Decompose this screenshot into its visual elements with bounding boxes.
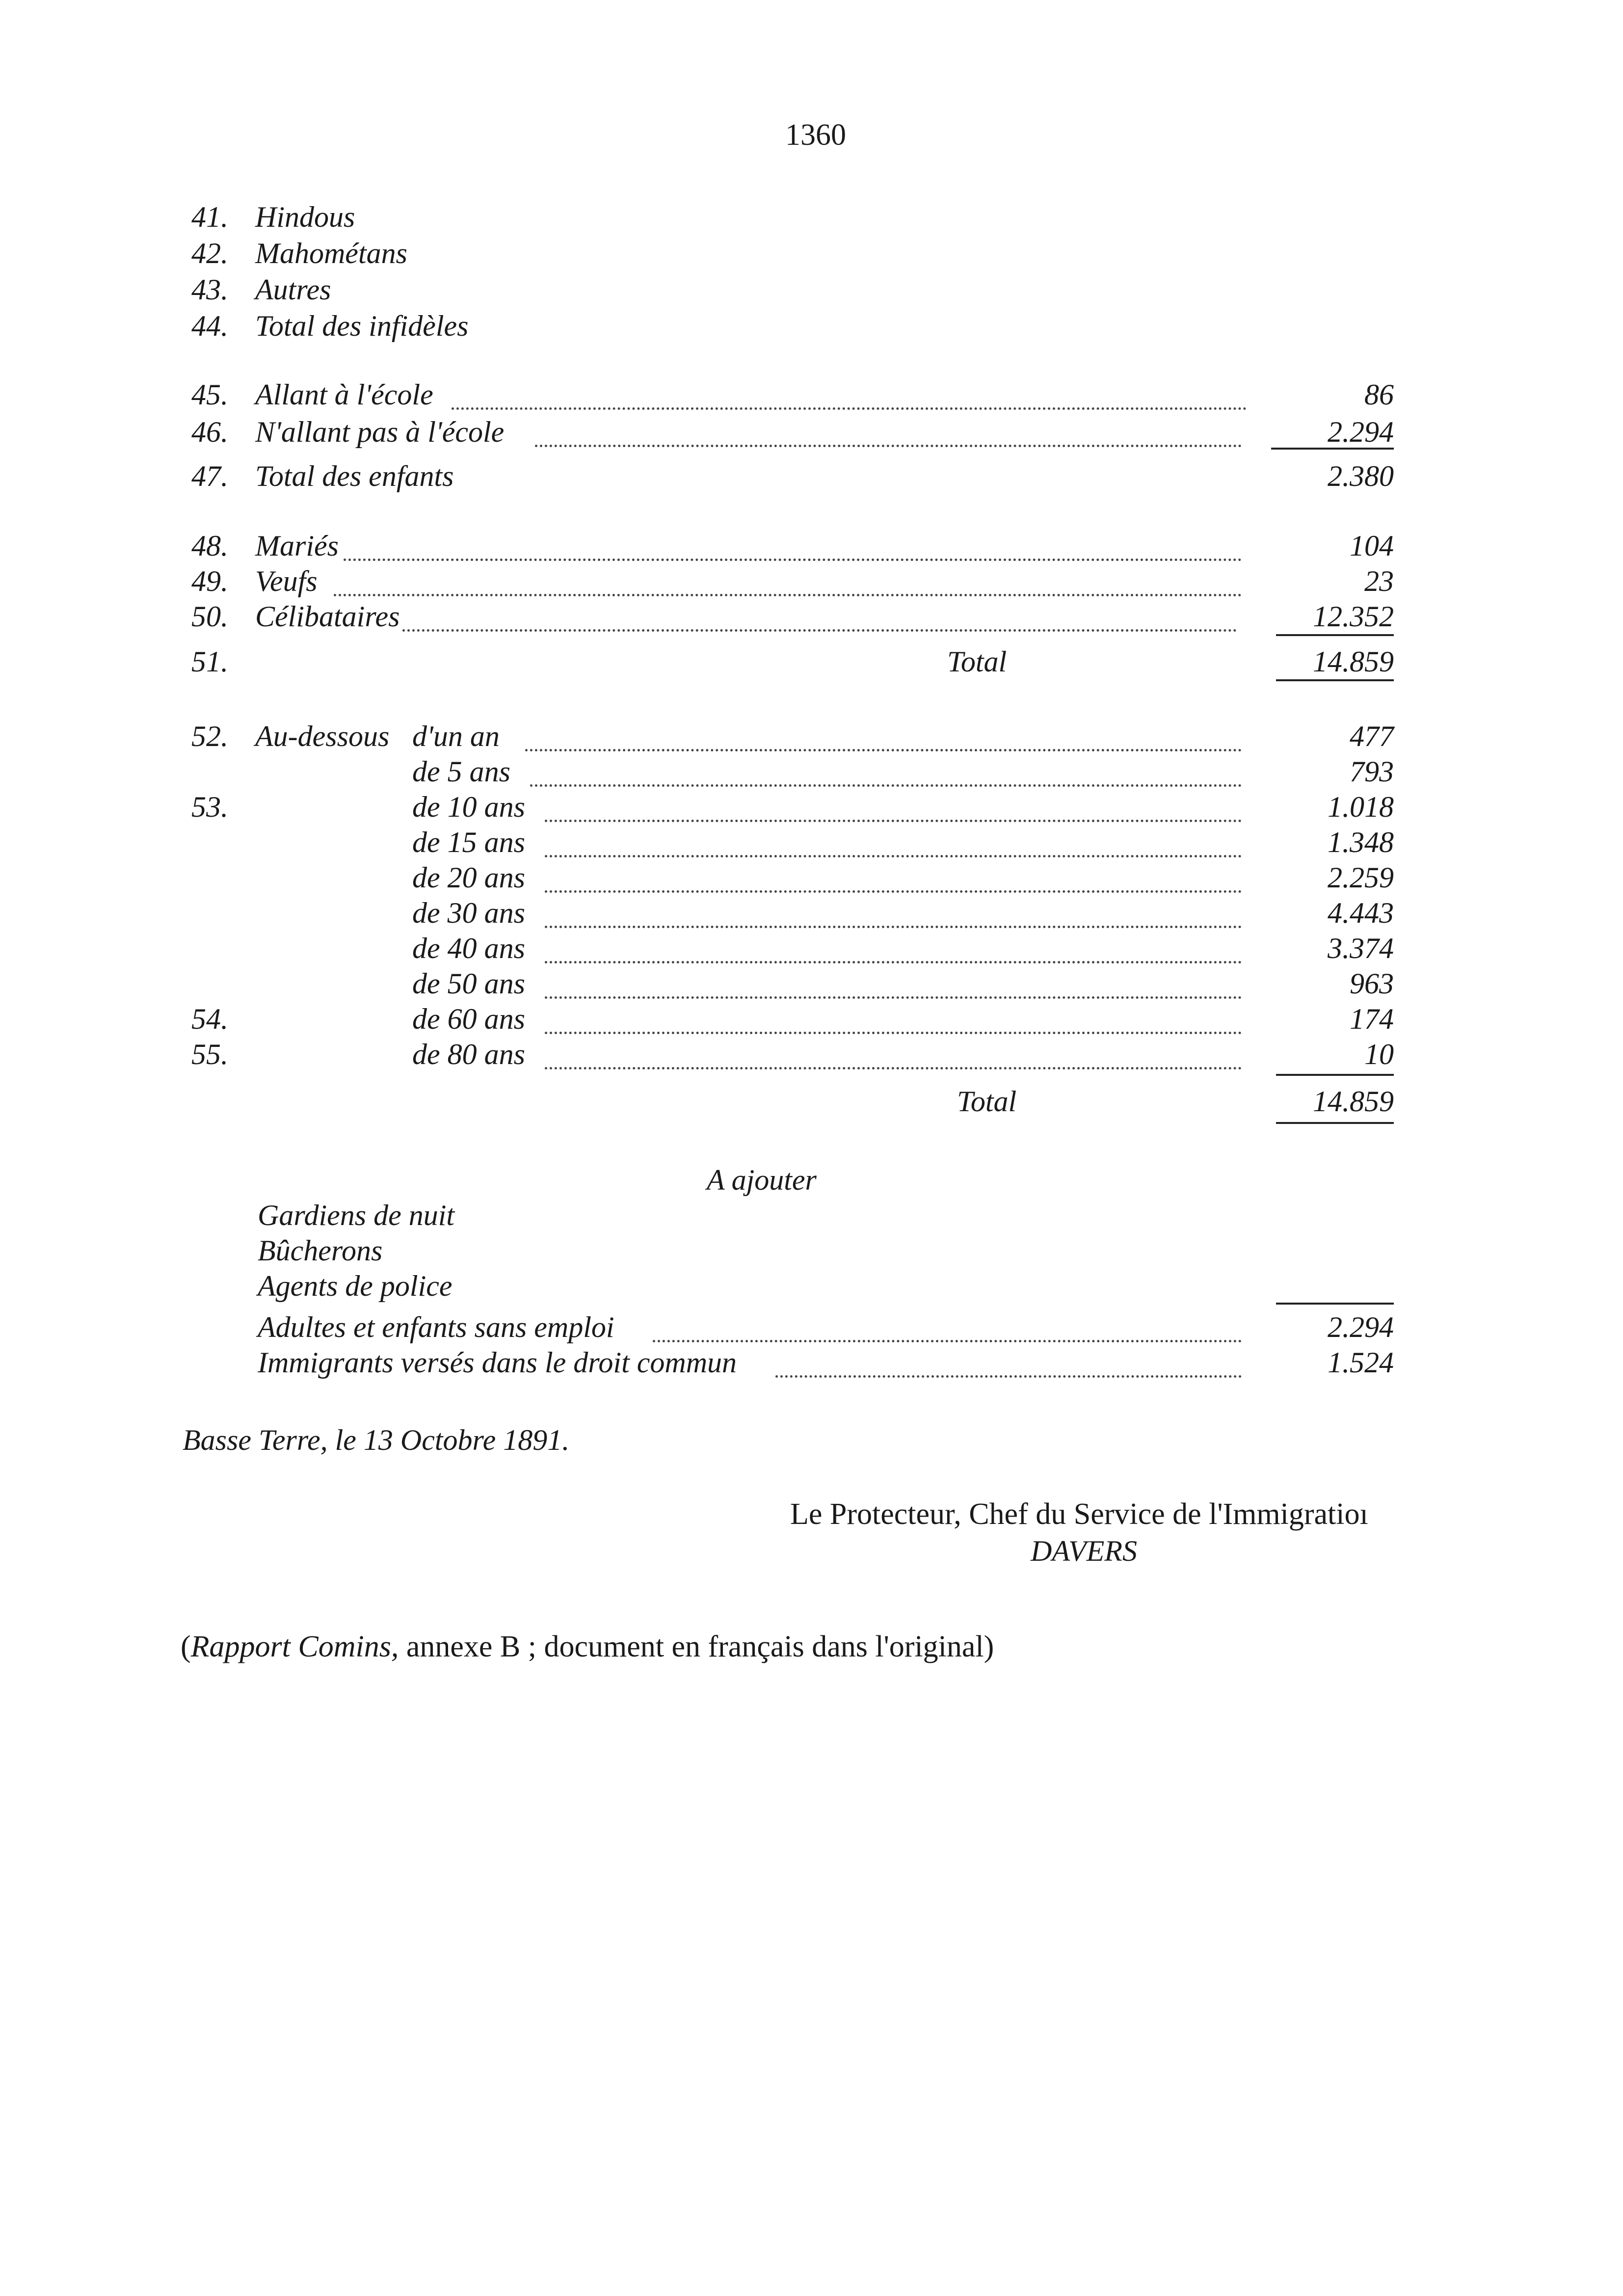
dot-leader <box>545 826 1242 857</box>
item-label: de 15 ans <box>412 826 525 858</box>
table-row <box>191 1038 1394 1075</box>
item-value: 12.352 <box>1313 600 1394 633</box>
item-number: 55. <box>191 1038 228 1070</box>
sum-rule <box>1276 679 1394 681</box>
dot-leader <box>344 529 1242 561</box>
place-date: Basse Terre, le 13 Octobre 1891. <box>183 1424 570 1456</box>
item-label: de 60 ans <box>412 1003 525 1035</box>
table-row <box>191 1310 1394 1348</box>
item-label: Immigrants versés dans le droit commun <box>258 1346 737 1379</box>
item-label: Célibataires <box>255 600 400 633</box>
source-note <box>181 1629 994 1664</box>
item-value: 1.348 <box>1328 826 1394 858</box>
item-label: de 10 ans <box>412 791 525 823</box>
table-row <box>191 1002 1394 1040</box>
table-row <box>191 415 1394 453</box>
item-number: 43. <box>191 273 228 306</box>
item-number: 41. <box>191 201 228 233</box>
item-value: 86 <box>1364 378 1394 411</box>
list-item: Agents de police <box>258 1270 452 1302</box>
dot-leader <box>545 967 1242 999</box>
item-value: 2.259 <box>1328 861 1394 894</box>
dot-leader <box>545 932 1242 963</box>
list-item <box>191 237 1394 274</box>
item-value: 14.859 <box>1313 645 1394 678</box>
dot-leader <box>525 720 1242 751</box>
item-label: de 50 ans <box>412 967 525 1000</box>
table-row <box>191 600 1394 637</box>
list-item <box>191 273 1394 310</box>
item-number: 52. <box>191 720 228 752</box>
item-label: Total des enfants <box>255 460 454 492</box>
list-item: Gardiens de nuit <box>258 1199 455 1231</box>
item-number: 50. <box>191 600 228 633</box>
list-item <box>191 200 1394 238</box>
list-item <box>191 309 1394 347</box>
dot-leader <box>653 1310 1242 1342</box>
page-number: 1360 <box>785 118 846 152</box>
table-row <box>191 932 1394 969</box>
table-row <box>191 967 1394 1004</box>
table-row <box>191 896 1394 934</box>
item-label: d'un an <box>412 720 500 752</box>
sum-rule <box>1276 1122 1394 1124</box>
source-open: ( <box>181 1630 191 1663</box>
dot-leader <box>545 1002 1242 1034</box>
addendum-heading: A ajouter <box>707 1164 817 1196</box>
signatory-name: DAVERS <box>1031 1535 1137 1567</box>
table-row <box>191 861 1394 898</box>
item-label: Veufs <box>255 565 318 597</box>
item-label: Mariés <box>255 530 339 562</box>
item-value: 3.374 <box>1328 932 1394 964</box>
item-value: 2.294 <box>1328 1311 1394 1343</box>
item-label: Hindous <box>255 201 355 233</box>
item-number: 42. <box>191 237 228 269</box>
item-value: 23 <box>1364 565 1394 597</box>
item-label: N'allant pas à l'école <box>255 416 505 448</box>
item-label: de 20 ans <box>412 861 525 894</box>
item-label: de 5 ans <box>412 755 510 788</box>
dot-leader <box>545 861 1242 893</box>
table-row <box>191 790 1394 828</box>
total-row <box>191 459 1394 497</box>
item-label: de 80 ans <box>412 1038 525 1070</box>
item-label: Autres <box>255 273 331 306</box>
item-label: Total des infidèles <box>255 310 469 342</box>
signatory-title: Le Protecteur, Chef du Service de l'Immigratioı <box>790 1497 1368 1531</box>
item-value: 14.859 <box>1313 1085 1394 1118</box>
dot-leader <box>402 600 1237 632</box>
table-row <box>191 755 1394 792</box>
item-value: 104 <box>1350 530 1394 562</box>
sum-rule <box>1271 448 1394 450</box>
total-label: Total <box>957 1085 1017 1118</box>
source-rest: annexe B ; document en français dans l'original) <box>399 1630 994 1663</box>
dot-leader <box>775 1346 1242 1378</box>
total-label: Total <box>947 645 1007 678</box>
item-label: Allant à l'école <box>255 378 433 411</box>
dot-leader <box>530 755 1242 787</box>
item-number: 49. <box>191 565 228 597</box>
age-prefix: Au-dessous <box>255 720 390 752</box>
item-number: 46. <box>191 416 228 448</box>
item-value: 10 <box>1364 1038 1394 1070</box>
sum-rule <box>1276 1303 1394 1305</box>
item-value: 1.018 <box>1328 791 1394 823</box>
table-row <box>191 529 1394 566</box>
item-value: 2.380 <box>1328 460 1394 492</box>
item-label: Adultes et enfants sans emploi <box>258 1311 614 1343</box>
table-row <box>191 378 1394 415</box>
item-number: 45. <box>191 378 228 411</box>
dot-leader <box>545 896 1242 928</box>
table-row <box>191 564 1394 602</box>
item-number: 53. <box>191 791 228 823</box>
item-value: 2.294 <box>1328 416 1394 448</box>
total-row <box>191 1085 1394 1122</box>
item-value: 4.443 <box>1328 897 1394 929</box>
item-value: 477 <box>1350 720 1394 752</box>
table-row <box>191 826 1394 863</box>
item-number: 48. <box>191 530 228 562</box>
dot-leader <box>334 564 1242 596</box>
item-value: 793 <box>1350 755 1394 788</box>
dot-leader <box>545 790 1242 822</box>
dot-leader <box>545 1038 1242 1069</box>
item-label: Mahométans <box>255 237 407 269</box>
dot-leader <box>535 415 1242 447</box>
total-row <box>191 645 1394 682</box>
item-value: 1.524 <box>1328 1346 1394 1379</box>
item-number: 47. <box>191 460 228 492</box>
item-value: 174 <box>1350 1003 1394 1035</box>
item-number: 51. <box>191 645 228 678</box>
item-number: 44. <box>191 310 228 342</box>
table-row <box>191 720 1394 757</box>
table-row <box>191 1346 1394 1383</box>
item-label: de 40 ans <box>412 932 525 964</box>
dot-leader <box>452 378 1247 410</box>
item-number: 54. <box>191 1003 228 1035</box>
list-item: Bûcherons <box>258 1234 383 1267</box>
item-label: de 30 ans <box>412 897 525 929</box>
sum-rule <box>1276 1074 1394 1076</box>
sum-rule <box>1276 634 1394 636</box>
item-value: 963 <box>1350 967 1394 1000</box>
source-title: Rapport Comins, <box>190 1630 399 1663</box>
